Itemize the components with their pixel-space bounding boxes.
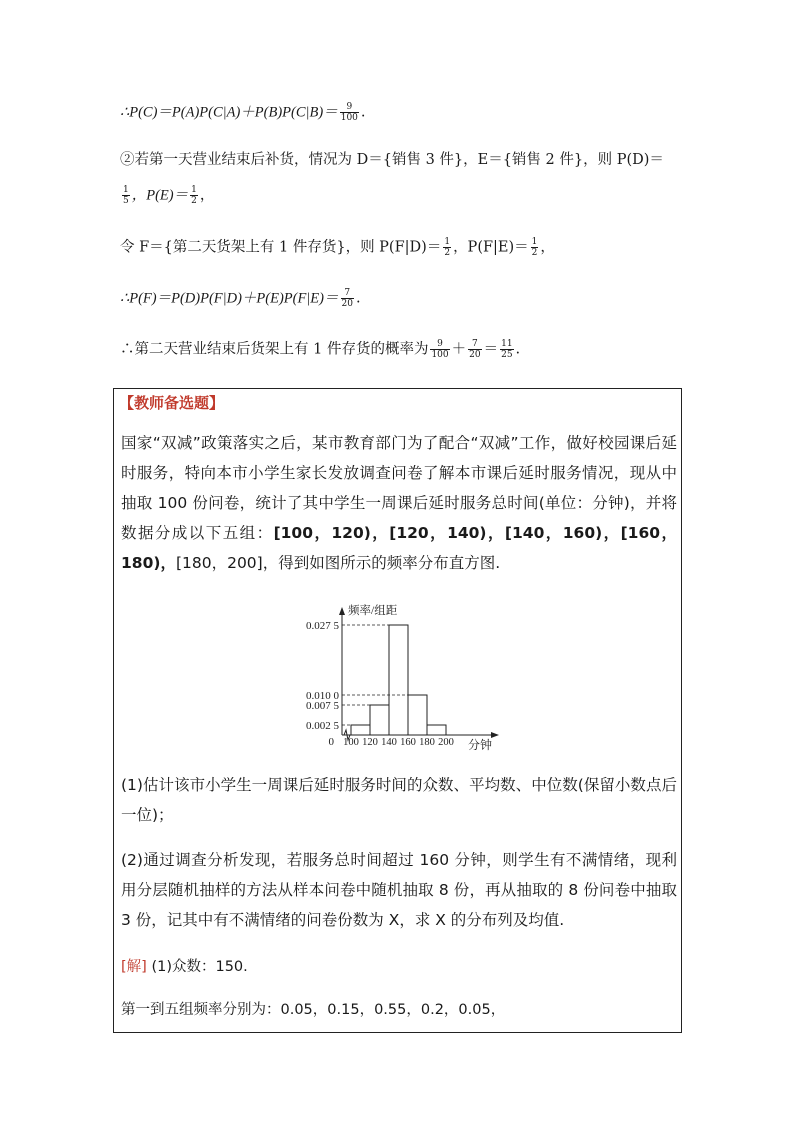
x-tick-label: 180: [419, 737, 435, 748]
x-tick-label: 200: [438, 737, 454, 748]
x-axis-label: 分钟: [468, 738, 493, 752]
solution-start: [解] (1)众数：150.: [121, 959, 248, 975]
frequency-histogram: [290, 602, 510, 752]
solution-label: [解]: [121, 959, 147, 975]
y-axis-arrow: [339, 607, 345, 615]
y-tick-label: 0.010 0: [306, 690, 339, 702]
fraction: $\frac{9}{100}$: [340, 102, 358, 123]
fraction: $\frac{1}{2}$: [191, 185, 197, 206]
x-tick-label: 160: [400, 737, 416, 748]
solution-line-3: 令 F＝{第二天货架上有 1 件存货}，则 P(F|D)＝ $\frac{1}{2}$ ，P(F|E)＝ $\frac{1}{2}$ ，: [120, 237, 555, 258]
solution-line-2b: $\frac{1}{5}$ ，P(E)＝ $\frac{1}{2}$ ，: [123, 185, 215, 206]
x-tick-label: 140: [381, 737, 397, 748]
fraction: $\frac{1}{2}$: [531, 237, 538, 258]
x-axis-arrow: [491, 732, 499, 738]
solution-line-5: ∴第二天营业结束后货架上有 1 件存货的概率为 $\frac{9}{100}$ ＋ $\frac{7}{20}$ ＝ $\frac{11}{25}$ .: [120, 339, 521, 360]
fraction: $\frac{1}{2}$: [444, 237, 451, 258]
solution-line-1: ∴P(C)＝P(A)P(C|A)＋P(B)P(C|B)＝ $\frac{9}{100}$ .: [120, 102, 366, 123]
solution-line-4: ∴P(F)＝P(D)P(F|D)＋P(E)P(F|E)＝ $\frac{7}{20}$ .: [120, 288, 361, 309]
solution-line-2a: ②若第一天营业结束后补货，情况为 D＝{销售 3 件}，E＝{销售 2 件}，则 P(D)＝: [120, 152, 664, 168]
fraction: $\frac{1}{5}$: [123, 185, 129, 206]
fraction: $\frac{7}{20}$: [469, 339, 481, 360]
fraction: $\frac{9}{100}$: [431, 339, 449, 360]
histogram-bar: [427, 725, 446, 735]
x-tick-label: 120: [362, 737, 378, 748]
x-tick-label: 100: [343, 737, 359, 748]
y-tick-label: 0.027 5: [306, 620, 339, 632]
problem-statement: 国家“双减”政策落实之后，某市教育部门为了配合“双减”工作，做好校园课后延时服务，特向本市小学生家长发放调查问卷了解本市课后延时服务情况，现从中抽取 100 份问卷，统计了其中学生一周课后延时服务总时间(单位：分钟)，并将数据分成以下五组：[100，120)，[120，140)，[140，160)，[160，180)，[180，200]，得到如图所示的频率分布直方图.: [121, 434, 677, 572]
histogram-bar: [408, 695, 427, 735]
box-title: 【教师备选题】: [119, 394, 225, 412]
y-axis-label: 频率/组距: [348, 605, 398, 617]
y-tick-label: 0.002 5: [306, 720, 339, 732]
question-2: (2)通过调查分析发现，若服务总时间超过 160 分钟，则学生有不满情绪，现利用分层随机抽样的方法从样本问卷中随机抽取 8 份，再从抽取的 8 份问卷中抽取 3 份，记其中有不满情绪的问卷份数为 X，求 X 的分布列及均值.: [121, 851, 677, 929]
formula-text: ∴P(C)＝P(A)P(C|A)＋P(B)P(C|B)＝: [120, 104, 338, 121]
y-tick-label: 0.007 5: [306, 700, 339, 712]
question-1: (1)估计该市小学生一周课后延时服务时间的众数、平均数、中位数(保留小数点后一位)；: [121, 776, 677, 824]
fraction: $\frac{7}{20}$: [341, 288, 353, 309]
solution-frequencies: 第一到五组频率分别为：0.05，0.15，0.55，0.2，0.05，: [121, 1002, 506, 1018]
fraction: $\frac{11}{25}$: [501, 339, 513, 360]
histogram-bar: [370, 705, 389, 735]
histogram-bar: [351, 725, 370, 735]
origin-label: 0: [328, 736, 334, 748]
histogram-bar: [389, 625, 408, 735]
